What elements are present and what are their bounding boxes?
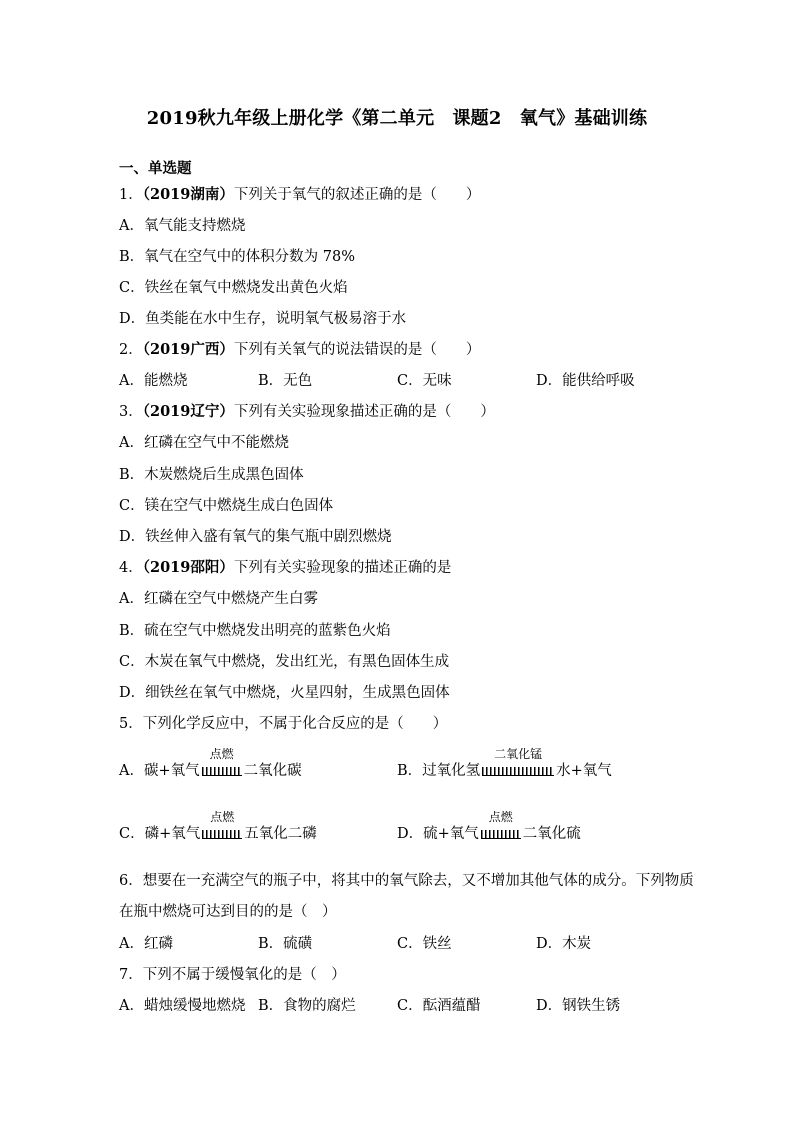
q1-option-d: D．鱼类能在水中生存，说明氧气极易溶于水 <box>119 311 407 327</box>
q3-option-c: C．镁在空气中燃烧生成白色固体 <box>119 498 334 514</box>
reaction-arrow <box>482 747 554 778</box>
q6-option-d: D．木炭 <box>536 936 592 952</box>
q7-option-a: A．蜡烛缓慢地燃烧 <box>119 998 246 1014</box>
question-4 <box>119 558 451 578</box>
question-source: （2019湖南） <box>142 186 234 203</box>
q5-option-d <box>397 810 581 844</box>
q6-option-b: B．硫磺 <box>258 936 313 952</box>
reaction-condition: 点燃 <box>210 810 235 824</box>
question-number: 2． <box>119 342 143 358</box>
q3-option-b: B．木炭燃烧后生成黑色固体 <box>119 467 304 483</box>
question-source: （2019广西） <box>142 341 234 358</box>
question-stem: 下列有关实验现象描述正确的是（ ） <box>233 404 495 420</box>
question-3 <box>119 402 495 422</box>
q7-option-c: C．酝酒蕴醋 <box>397 998 481 1014</box>
q7-option-d: D．钢铁生锈 <box>536 998 621 1014</box>
q4-option-c: C．木炭在氧气中燃烧，发出红光，有黑色固体生成 <box>119 654 450 670</box>
products: 二氧化硫 <box>522 826 581 842</box>
question-6-line-1: 6．想要在一充满空气的瓶子中，将其中的氧气除去，又不增加其他气体的成分。下列物质 <box>119 873 694 889</box>
reaction-condition: 点燃 <box>488 810 513 824</box>
question-number: 3． <box>119 404 143 420</box>
question-stem: 下列有关氧气的说法错误的是（ ） <box>233 342 481 358</box>
page-title: 2019秋九年级上册化学《第二单元 课题2 氧气》基础训练 <box>146 108 648 129</box>
q1-option-b: B．氧气在空气中的体积分数为 78% <box>119 249 355 265</box>
q6-option-c: C．铁丝 <box>397 936 452 952</box>
question-2 <box>119 340 480 360</box>
question-source: （2019辽宁） <box>142 403 234 420</box>
question-number: 4． <box>119 560 143 576</box>
reactants: B．过氧化氢 <box>397 763 481 779</box>
q2-option-b: B．无色 <box>258 373 313 389</box>
q3-option-a: A．红磷在空气中不能燃烧 <box>119 435 289 451</box>
question-stem: 下列有关实验现象的描述正确的是 <box>233 560 452 576</box>
q5-option-b <box>397 747 612 781</box>
q1-option-a: A．氧气能支持燃烧 <box>119 218 246 234</box>
question-stem: 下列关于氧气的叙述正确的是（ ） <box>233 187 481 203</box>
q2-option-c: C．无味 <box>397 373 452 389</box>
products: 水+氧气 <box>556 763 612 779</box>
q1-option-c: C．铁丝在氧气中燃烧发出黄色火焰 <box>119 280 348 296</box>
question-source: （2019邵阳） <box>142 559 234 576</box>
question-5: 5．下列化学反应中，不属于化合反应的是（ ） <box>119 716 448 732</box>
q6-option-a: A．红磷 <box>119 936 173 952</box>
reactants: A．碳+氧气 <box>119 763 200 779</box>
reactants: D．硫+氧气 <box>397 826 479 842</box>
reaction-condition: 点燃 <box>209 747 234 761</box>
question-number: 1． <box>119 187 143 203</box>
q3-option-d: D．铁丝伸入盛有氧气的集气瓶中剧烈燃烧 <box>119 529 392 545</box>
q2-option-d: D．能供给呼吸 <box>536 373 635 389</box>
reactants: C．磷+氧气 <box>119 826 201 842</box>
question-7: 7．下列不属于缓慢氧化的是（ ） <box>119 967 346 983</box>
reaction-arrow <box>481 810 521 841</box>
q2-option-a: A．能燃烧 <box>119 373 188 389</box>
reaction-condition: 二氧化锰 <box>494 747 543 761</box>
q4-option-a: A．红磷在空气中燃烧产生白雾 <box>119 591 318 607</box>
products: 二氧化碳 <box>243 763 302 779</box>
products: 五氧化二磷 <box>244 826 317 842</box>
question-1 <box>119 185 480 205</box>
reaction-arrow <box>202 747 242 778</box>
section-heading: 一、单选题 <box>119 160 192 177</box>
q4-option-b: B．硫在空气中燃烧发出明亮的蓝紫色火焰 <box>119 623 391 639</box>
q4-option-d: D．细铁丝在氧气中燃烧，火星四射，生成黑色固体 <box>119 685 450 701</box>
question-6-line-2: 在瓶中燃烧可达到目的的是（ ） <box>119 904 337 920</box>
q7-option-b: B．食物的腐烂 <box>258 998 356 1014</box>
q5-option-a <box>119 747 302 781</box>
reaction-arrow <box>202 810 242 841</box>
q5-option-c <box>119 810 317 844</box>
